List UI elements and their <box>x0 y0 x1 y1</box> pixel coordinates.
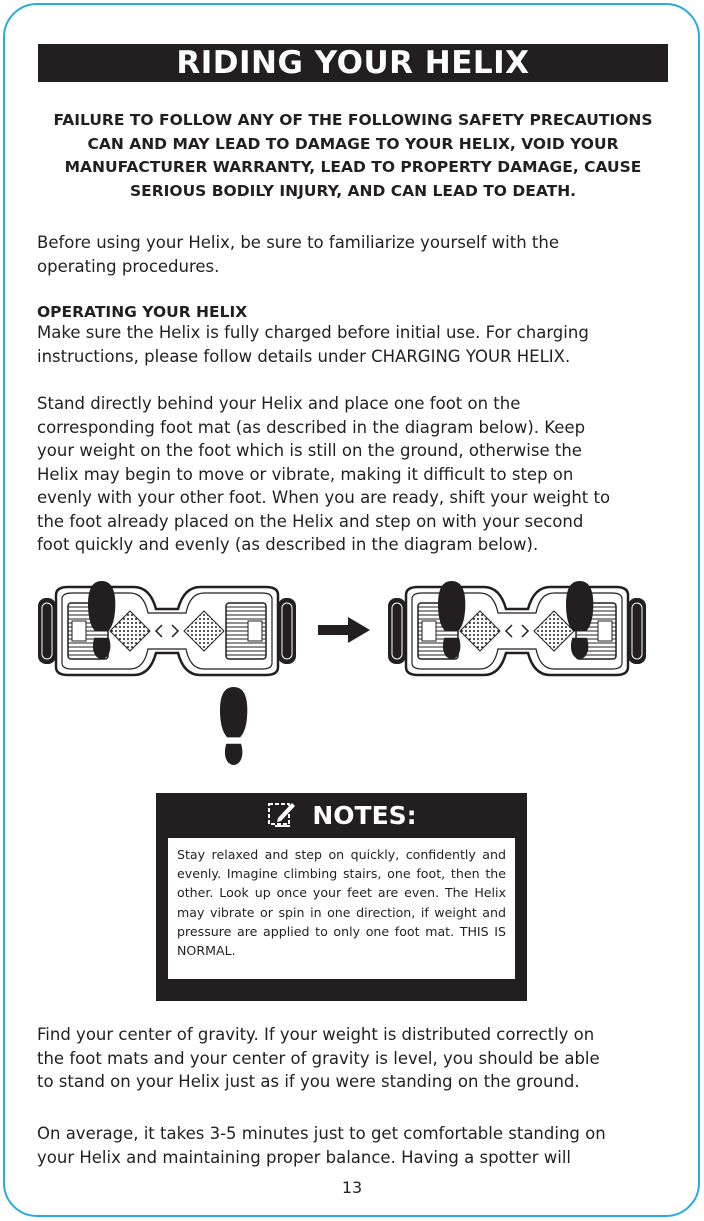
operating-paragraph-charging: Make sure the Helix is fully charged before initial use. For charging instructions, please follow details under CHARGING YOUR HELIX. <box>37 323 589 366</box>
operating-paragraph-stepping: Stand directly behind your Helix and place one foot on the corresponding foot mat (as described in the diagram below). Keep your weight on the foot which is still on the ground, otherwise the Helix may begin to move or vibrate, making it difficult to step on evenly with your other foot. When you are ready, shift your weight to the foot already placed on the Helix and step on with your second foot quickly and evenly (as described in the diagram below). <box>37 394 611 554</box>
safety-warning: FAILURE TO FOLLOW ANY OF THE FOLLOWING SAFETY PRECAUTIONS CAN AND MAY LEAD TO DAMAGE TO YOUR HELIX, VOID YOUR MANUFACTURER WARRANTY, LEAD TO PROPERTY DAMAGE, CAUSE SERIOUS BODILY INJURY, AND CAN LEAD TO DEATH. <box>53 111 653 200</box>
right-arrow-icon <box>318 617 370 643</box>
page-number: 13 <box>341 1178 363 1197</box>
mounting-diagram <box>0 575 704 775</box>
intro-paragraph: Before using your Helix, be sure to familiarize yourself with the operating procedures. <box>37 233 559 276</box>
gravity-paragraph: Find your center of gravity. If your weight is distributed correctly on the foot mats and your center of gravity is level, you should be able to stand on your Helix just as if you were standing on the ground. <box>37 1025 600 1091</box>
mounting-diagram-illustration <box>0 575 704 775</box>
notes-header <box>156 793 527 839</box>
hoverboard-before-illustration <box>38 587 296 675</box>
notes-title: NOTES: <box>312 801 417 830</box>
footprint-icon <box>220 687 247 765</box>
section-heading-operating: OPERATING YOUR HELIX <box>37 303 248 321</box>
notes-box <box>156 793 527 1001</box>
balance-paragraph: On average, it takes 3-5 minutes just to get comfortable standing on your Helix and maintaining proper balance. Having a spotter will <box>37 1124 606 1167</box>
page-title: RIDING YOUR HELIX <box>38 44 668 82</box>
notes-body: Stay relaxed and step on quickly, confidently and evenly. Imagine climbing stairs, one foot, then the other. Look up once your feet are even. The Helix may vibrate or spin in one direction, if weight and pressure are applied to only one foot mat. THIS IS NORMAL. <box>168 838 515 979</box>
notepad-pencil-icon <box>266 800 298 832</box>
hoverboard-after-illustration <box>388 587 646 675</box>
